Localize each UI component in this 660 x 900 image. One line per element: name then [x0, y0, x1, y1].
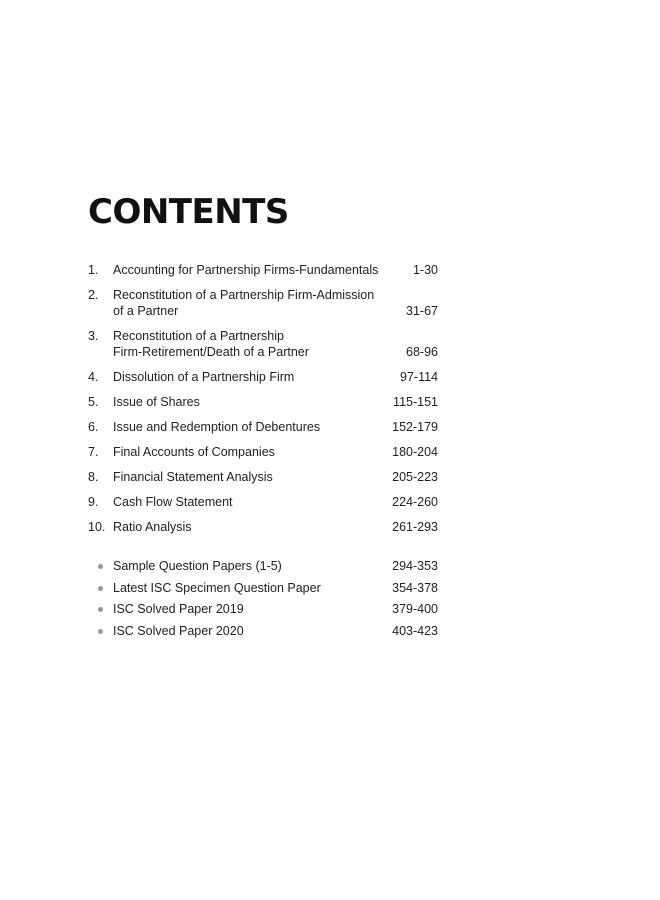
- toc-row: [88, 419, 438, 435]
- chapter-pages: 68-96: [406, 345, 438, 359]
- chapter-title: Issue and Redemption of Debentures: [113, 420, 321, 434]
- chapter-number: 3.: [88, 329, 99, 343]
- toc-row: [88, 469, 438, 485]
- chapter-title: Accounting for Partnership Firms-Fundamentals: [113, 263, 379, 277]
- toc-row: [88, 444, 438, 460]
- chapter-title: Final Accounts of Companies: [113, 445, 275, 459]
- supplement-title: ISC Solved Paper 2019: [113, 602, 244, 616]
- page-title: CONTENTS: [88, 192, 289, 232]
- chapter-pages: 31-67: [406, 304, 438, 318]
- bullet-icon: [88, 558, 113, 574]
- chapter-title: Dissolution of a Partnership Firm: [113, 370, 295, 384]
- list-item: [88, 623, 438, 639]
- chapter-number: 6.: [88, 420, 99, 434]
- toc-row: [88, 494, 438, 510]
- chapter-pages: 1-30: [412, 263, 438, 277]
- chapter-number: 10.: [88, 520, 106, 534]
- chapter-pages: 115-151: [393, 395, 438, 409]
- bullet-icon: [88, 601, 113, 617]
- chapter-list: [88, 262, 438, 544]
- toc-row: [88, 328, 438, 360]
- chapter-number: 4.: [88, 370, 99, 384]
- chapter-pages: 180-204: [392, 445, 438, 459]
- supplementary-list: [88, 558, 438, 644]
- chapter-title: Reconstitution of a Partnership Firm-Admission of a Partner: [113, 288, 375, 318]
- toc-row: [88, 369, 438, 385]
- chapter-pages: 261-293: [392, 520, 438, 534]
- list-item: [88, 580, 438, 596]
- bullet-icon: [88, 623, 113, 639]
- list-item: [88, 601, 438, 617]
- chapter-number: 2.: [88, 288, 99, 302]
- bullet-icon: [88, 580, 113, 596]
- supplement-pages: 379-400: [392, 602, 438, 616]
- toc-row: [88, 287, 438, 319]
- supplement-title: Latest ISC Specimen Question Paper: [113, 580, 321, 595]
- chapter-pages: 205-223: [392, 470, 438, 484]
- supplement-pages: 294-353: [392, 559, 438, 573]
- chapter-title: Financial Statement Analysis: [113, 470, 273, 484]
- chapter-title: Ratio Analysis: [113, 520, 192, 534]
- chapter-number: 8.: [88, 470, 99, 484]
- chapter-number: 9.: [88, 495, 99, 509]
- toc-row: [88, 394, 438, 410]
- chapter-pages: 97-114: [400, 370, 438, 384]
- supplement-pages: 403-423: [392, 623, 438, 638]
- supplement-pages: 354-378: [392, 580, 438, 595]
- chapter-number: 1.: [88, 263, 99, 277]
- chapter-title: Reconstitution of a Partnership Firm-Retirement/Death of a Partner: [113, 329, 309, 359]
- list-item: [88, 558, 438, 574]
- chapter-number: 7.: [88, 445, 99, 459]
- chapter-number: 5.: [88, 395, 99, 409]
- supplement-title: ISC Solved Paper 2020: [113, 623, 244, 638]
- chapter-title: Issue of Shares: [113, 395, 200, 409]
- toc-row: [88, 519, 438, 535]
- chapter-pages: 152-179: [392, 420, 438, 434]
- chapter-pages: 224-260: [392, 495, 438, 509]
- supplement-title: Sample Question Papers (1-5): [113, 559, 282, 573]
- chapter-title: Cash Flow Statement: [113, 495, 233, 509]
- toc-row: [88, 262, 438, 278]
